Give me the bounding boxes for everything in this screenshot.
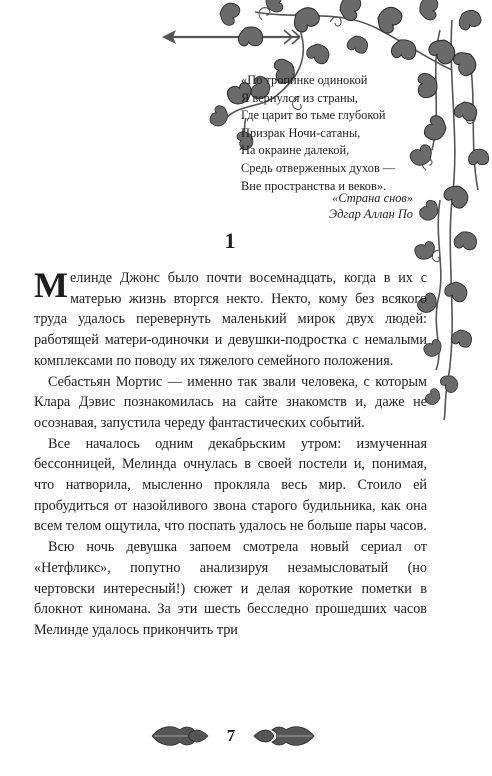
body-paragraph: Себастьян Мортис — именно так звали человека, с которым Клара Дэвис познакомилась на сайте знакомств и, даже не осознавая, запустила череду фантастических событий. [34,373,427,431]
page-number: 7 [226,726,236,745]
body-paragraph [34,265,427,372]
body-paragraph: Всю ночь девушка запоем смотрела новый сериал от «Нетфликс», попутно анализируя незамысловатый (но чертовски интересный!) сюжет и делая короткие пометки в блокнот киномана. За эти шесть бесследно прошедших часов Мелинде удалось прикончить три [34,539,427,638]
drop-cap: М [34,265,68,305]
paragraph-text: елинде Джонс было почти восемнадцать, когда в их с матерью жизнь вторгся некто. Некто, кому без всякого труда удалось перевернуть маленький мирок двух людей: работящей матери-одиночки и девушки-подростка с немалыми комплексами по поводу их тяжелого семейного положения. [34,270,427,369]
epigraph-work-title: «Страна снов» [332,191,413,205]
footer-leaf-left-small-icon [186,724,210,748]
epigraph-line: На окраине далекой, [241,143,350,158]
epigraph-author: Эдгар Аллан По [329,207,413,221]
epigraph [241,72,441,195]
epigraph-source [241,190,413,222]
chapter-body [34,265,427,641]
chapter-number: 1 [224,228,236,253]
epigraph-line: Призрак Ночи-сатаны, [241,125,361,140]
page-footer [0,716,492,756]
epigraph-line: Средь отверженных духов — [241,160,396,175]
body-paragraph: Все началось одним декабрьским утром: измученная бессонницей, Мелинда очнулась в своей постели и, понимая, что натворила, мысленно прокляла весь мир. Стоило ей пробудиться от назойливого звона старого будильника, как она всем телом ощутила, что поспать удалось не больше пары часов. [34,435,427,535]
arrow-ornament [162,30,300,44]
footer-leaf-right-icon [270,724,316,748]
epigraph-line: Где царит во тьме глубокой [241,108,386,123]
epigraph-line: Я вернулся из страны, [241,90,359,105]
epigraph-line: Вне пространства и веков». [241,178,387,193]
epigraph-line: «По тропинке одинокой [241,73,368,87]
